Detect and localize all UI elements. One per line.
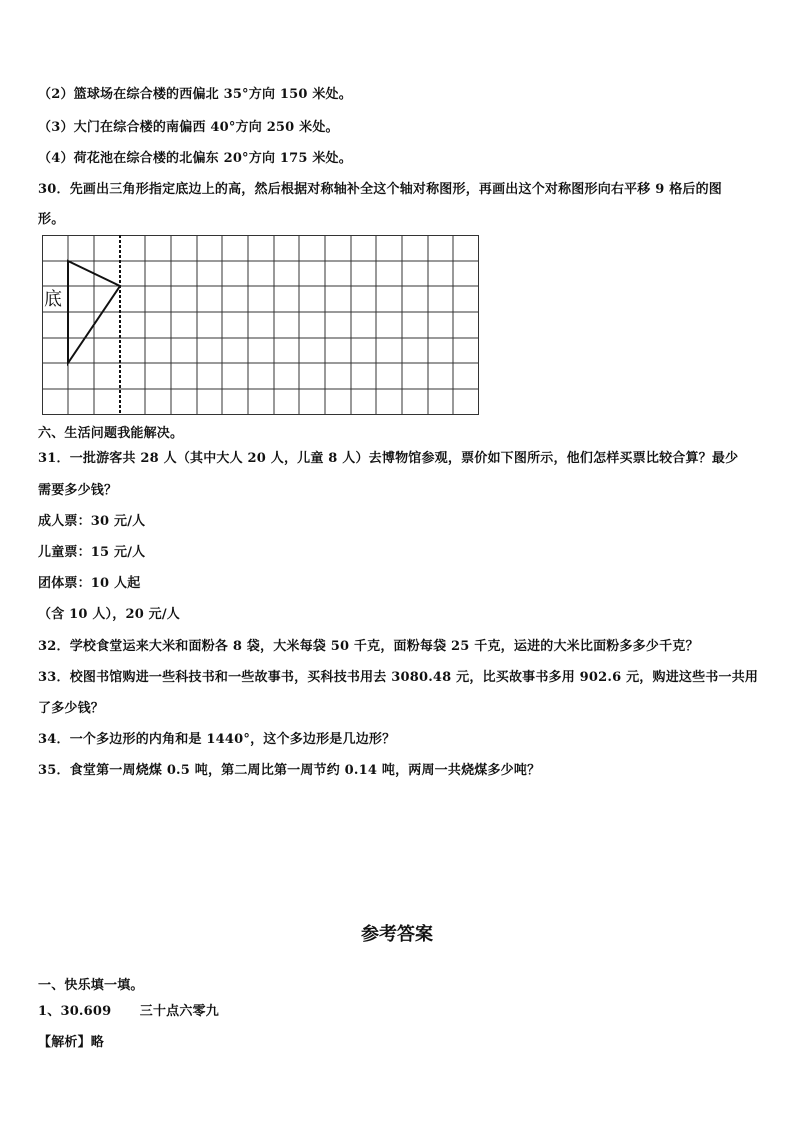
q31-adult-ticket: 成人票：30 元/人 — [38, 514, 146, 529]
q29-item3: （3）大门在综合楼的南偏西 40°方向 250 米处。 — [38, 120, 339, 135]
q30-grid — [42, 235, 482, 417]
q31-group-price: （含 10 人），20 元/人 — [38, 607, 181, 622]
q29-item4: （4）荷花池在综合楼的北偏东 20°方向 175 米处。 — [38, 151, 352, 166]
answers-title: 参考答案 — [361, 924, 433, 945]
answer-1-note: 【解析】略 — [38, 1035, 105, 1050]
q34: 34．一个多边形的内角和是 1440°，这个多边形是几边形？ — [38, 732, 396, 747]
q29-item2: （2）篮球场在综合楼的西偏北 35°方向 150 米处。 — [38, 87, 352, 102]
answers-section1: 一、快乐填一填。 — [38, 978, 144, 993]
q32: 32．学校食堂运来大米和面粉各 8 袋，大米每袋 50 千克，面粉每袋 25 千克，运进的大米比面粉多多少千克？ — [38, 639, 699, 654]
q30-line1: 30．先画出三角形指定底边上的高，然后根据对称轴补全这个轴对称图形，再画出这个对称图形向右平移 9 格后的图 — [38, 182, 722, 197]
q33-line1: 33．校图书馆购进一些科技书和一些故事书，买科技书用去 3080.48 元，比买故事书多用 902.6 元，购进这些书一共用 — [38, 670, 759, 685]
q31-line1: 31．一批游客共 28 人（其中大人 20 人，儿童 8 人）去博物馆参观，票价如下图所示，他们怎样买票比较合算？最少 — [38, 451, 739, 466]
q31-group-ticket: 团体票：10 人起 — [38, 576, 141, 591]
q31-child-ticket: 儿童票：15 元/人 — [38, 545, 146, 560]
q31-line2: 需要多少钱？ — [38, 483, 118, 498]
q30-line2: 形。 — [38, 212, 65, 227]
q33-line2: 了多少钱？ — [38, 701, 105, 716]
base-label: 底 — [44, 289, 62, 310]
answer-1: 1、30.609 三十点六零九 — [38, 1004, 219, 1019]
q35: 35．食堂第一周烧煤 0.5 吨，第二周比第一周节约 0.14 吨，两周一共烧煤多少吨？ — [38, 763, 541, 778]
grid-lines — [42, 235, 479, 415]
section6-heading: 六、生活问题我能解决。 — [38, 426, 184, 441]
